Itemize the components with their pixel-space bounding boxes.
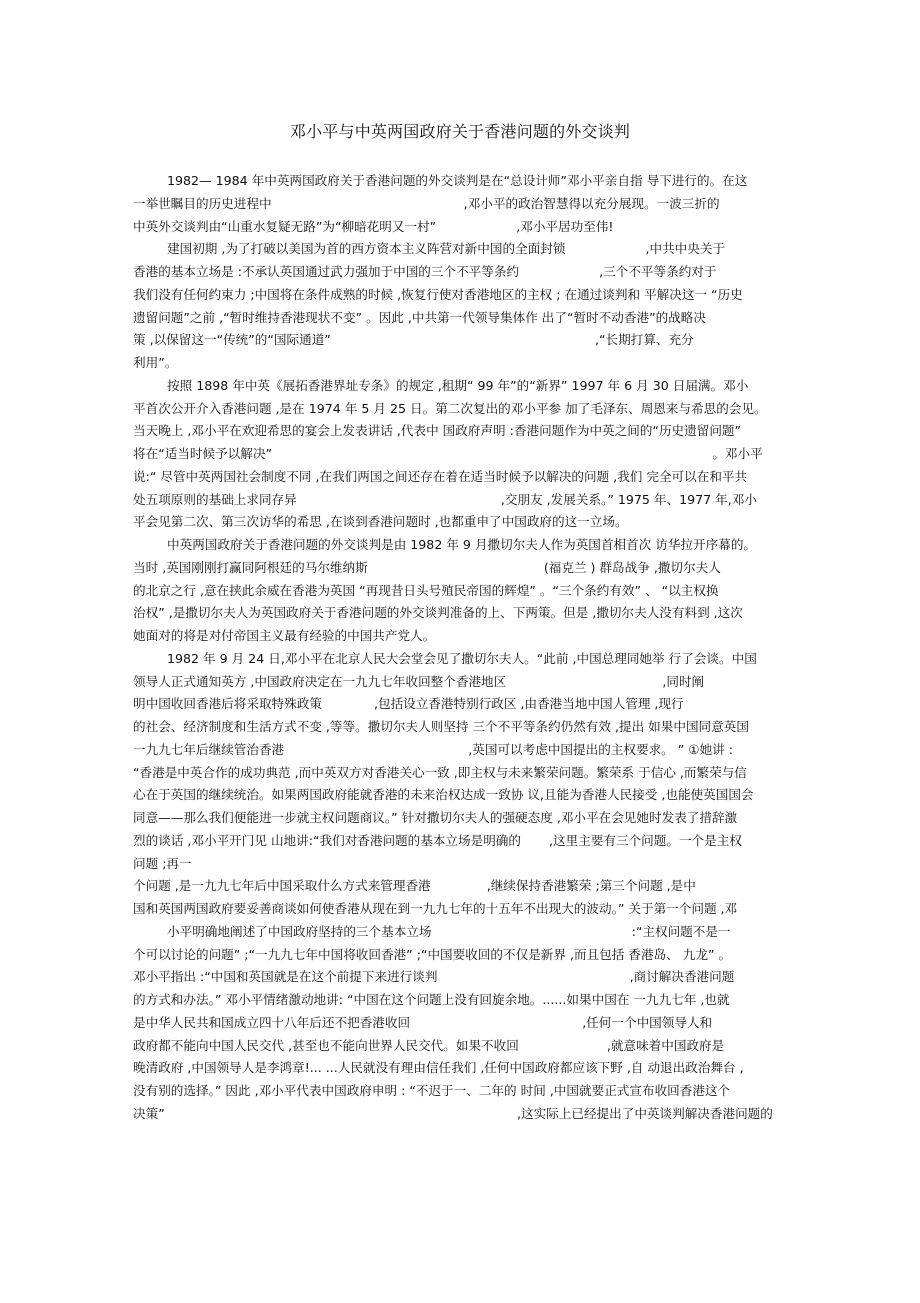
text-line: 平首次公开介入香港问题 ,是在 1974 年 5 月 25 日。第二次复出的邓小平参 加了毛泽东、周恩来与希思的会见。 — [133, 400, 767, 416]
text-line: 政府都不能向中国人民交代 ,甚至也不能向世界人民交代。如果不收回 ,就意味着中国政府是 — [133, 1037, 725, 1053]
text-line: 小平明确地阐述了中国政府坚持的三个基本立场 :“主权问题不是一 — [167, 923, 731, 939]
text-line: 晚清政府 ,中国领导人是李鸿章!... ...人民就没有理由信任我们 ,任何中国政府都应该下野 ,自 动退出政治舞台 , — [133, 1060, 744, 1076]
text-line: 中英两国政府关于香港问题的外交谈判是由 1982 年 9 月撒切尔夫人作为英国首相首次 访华拉开序幕的。 — [167, 537, 757, 552]
text-line: 的社会、经济制度和生活方式不变 ,等等。撒切尔夫人则坚持 三个不平等条约仍然有效 ,提出 如果中国同意英国 — [133, 719, 749, 734]
text-line: 处五项原则的基础上求同存异 ,交朋友 ,发展关系。” 1975 年、1977 年,邓小 — [133, 491, 757, 507]
text-line: 遗留问题”之前 ,“暂时维持香港现状不变” 。因此 ,中共第一代领导集体作 出了“暂时不动香港”的战略决 — [133, 309, 706, 325]
text-line: 一九九七年后继续管治香港 ,英国可以考虑中国提出的主权要求。 ” ①她讲 : — [133, 741, 734, 757]
text-line: 明中国收回香港后将采取特殊政策 ,包括设立香港特别行政区 ,由香港当地中国人管理 ,现行 — [133, 696, 684, 712]
text-line: 的方式和办法。” 邓小平情绪激动地讲: “中国在这个问题上没有回旋余地。......如果中国在 一九九七年 ,也就 — [133, 992, 730, 1007]
document-body — [133, 170, 793, 1126]
text-line: 治权” ,是撒切尔夫人为英国政府关于香港问题的外交谈判准备的上、下两策。但是 ,撒切尔夫人没有料到 ,这次 — [133, 605, 743, 621]
text-line: 她面对的将是对付帝国主义最有经验的中国共产党人。 — [133, 628, 436, 643]
text-line: 说:“ 尽管中英两国社会制度不同 ,在我们两国之间还存在着在适当时候予以解决的问题 ,我们 完全可以在和平共 — [133, 468, 748, 484]
text-line: 问题 ;再一 — [133, 855, 192, 871]
text-line: 个问题 ,是一九九七年后中国采取什么方式来管理香港 ,继续保持香港繁荣 ;第三个问题 ,是中 — [133, 878, 696, 894]
text-line: 香港的基本立场是 :不承认英国通过武力强加于中国的三个不平等条约 ,三个不平等条约对于 — [133, 264, 717, 279]
text-line: 一举世瞩目的历史进程中 ,邓小平的政治智慧得以充分展现。一波三折的 — [133, 195, 720, 211]
text-line: 我们没有任何约束力 ;中国将在条件成熟的时候 ,恢复行使对香港地区的主权 ; 在通过谈判和 平解决这一 “历史 — [133, 286, 743, 302]
text-line: 当时 ,英国刚刚打赢同阿根廷的马尔维纳斯 (福克兰 ) 群岛战争 ,撒切尔夫人 — [133, 559, 721, 575]
text-line: 平会见第二次、第三次访华的希思 ,在谈到香港问题时 ,也都重申了中国政府的这一立场。 — [133, 514, 628, 530]
text-line: 领导人正式通知英方 ,中国政府决定在一九九七年收回整个香港地区 ,同时阐 — [133, 673, 705, 689]
text-line: 建国初期 ,为了打破以美国为首的西方资本主义阵营对新中国的全面封锁 ,中共中央关于 — [167, 241, 726, 257]
document-title: 邓小平与中英两国政府关于香港问题的外交谈判 — [289, 122, 631, 141]
text-line: 同意——那么我们便能进一步就主权问题商议。” 针对撒切尔夫人的强硬态度 ,邓小平在会见她时发表了措辞激 — [133, 810, 738, 825]
text-line: 的北京之行 ,意在挟此余威在香港为英国 “再现昔日头号殖民帝国的辉煌” 。“三个条约有效” 、 “以主权换 — [133, 582, 719, 598]
text-line: 利用”。 — [133, 355, 178, 370]
text-line: 将在“适当时候予以解决” 。邓小平 — [133, 446, 763, 461]
text-line: 中英外交谈判由“山重水复疑无路”为“柳暗花明又一村” ,邓小平居功至伟! — [133, 218, 614, 234]
text-line: 没有别的选择。” 因此 ,邓小平代表中国政府申明 : “不迟于一、二年的 时间 ,中国就要正式宣布收回香港这个 — [133, 1083, 731, 1098]
text-line: 按照 1898 年中英《展拓香港界址专条》的规定 ,租期“ 99 年”的“新界” 1997 年 6 月 30 日届满。邓小 — [167, 377, 749, 393]
text-line: 烈的谈话 ,邓小平开门见 山地讲:“我们对香港问题的基本立场是明确的 ,这里主要有三个问题。一个是主权 — [133, 832, 742, 848]
text-line: 是中华人民共和国成立四十八年后还不把香港收回 ,任何一个中国领导人和 — [133, 1014, 713, 1030]
text-line: “香港是中英合作的成功典范 ,而中英双方对香港关心一致 ,即主权与未来繁荣问题。繁荣系 于信心 ,而繁荣与信 — [133, 764, 747, 780]
text-line: 策 ,以保留这一“传统”的“国际通道” ,“长期打算、充分 — [133, 332, 694, 348]
text-line: 当天晚上 ,邓小平在欢迎希思的宴会上发表讲话 ,代表中 国政府声明 :香港问题作为中英之间的“历史遗留问题” — [133, 423, 742, 439]
text-line: 邓小平指出 :“中国和英国就是在这个前提下来进行谈判 ,商讨解决香港问题 — [133, 969, 735, 985]
text-line: 决策” ,这实际上已经提出了中英谈判解决香港问题的 — [133, 1105, 773, 1121]
text-line: 1982— 1984 年中英两国政府关于香港问题的外交谈判是在“总设计师”邓小平亲自指 导下进行的。在这 — [167, 173, 748, 188]
text-line: 国和英国两国政府要妥善商谈如何使香港从现在到一九九七年的十五年不出现大的波动。” 关于第一个问题 ,邓 — [133, 901, 738, 916]
text-line: 心在于英国的继续统治。如果两国政府能就香港的未来治权达成一致协 议,且能为香港人民接受 ,也能使英国国会 — [133, 787, 754, 803]
text-line: 1982 年 9 月 24 日,邓小平在北京人民大会堂会见了撒切尔夫人。“此前 ,中国总理同她举 行了会谈。中国 — [167, 650, 757, 666]
text-line: 个可以讨论的问题” ;“一九九七年中国将收回香港” ;“中国要收回的不仅是新界 ,而且包括 香港岛、 九龙” 。 — [133, 946, 732, 962]
